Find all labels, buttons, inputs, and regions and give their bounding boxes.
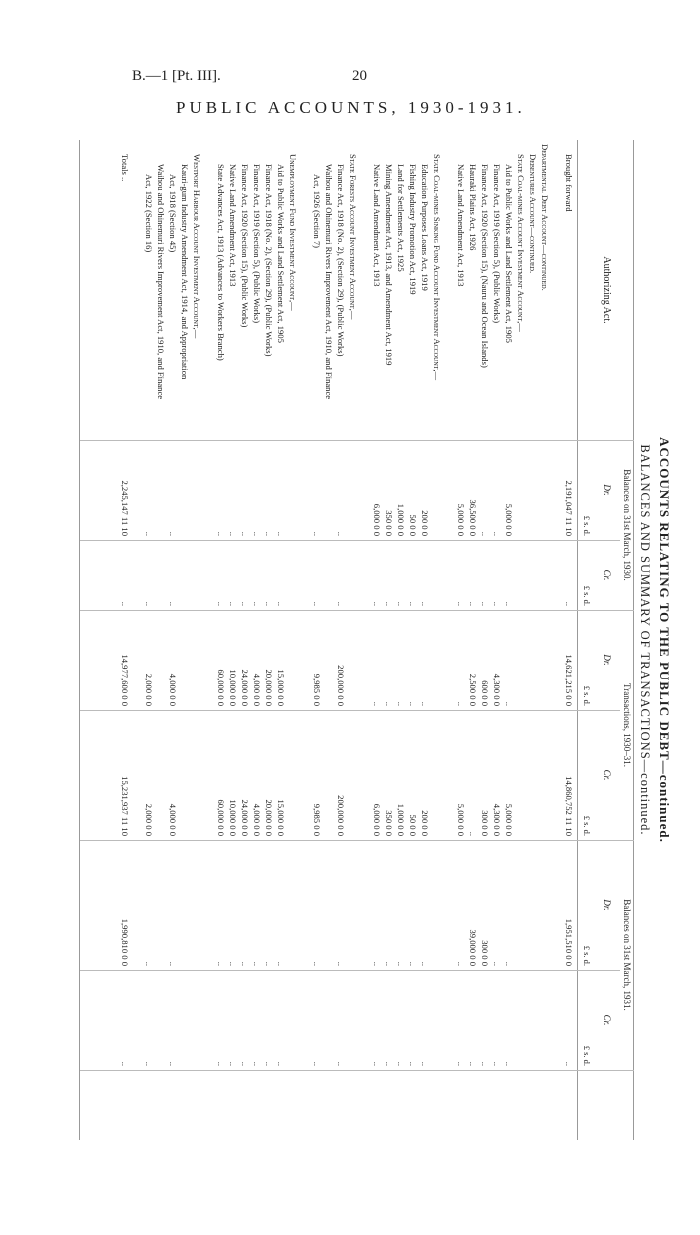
table-row bbox=[143, 140, 154, 1140]
table-row bbox=[239, 140, 250, 1140]
table-row bbox=[491, 140, 502, 1140]
cell-bdr: 1,000 0 0 bbox=[396, 503, 406, 536]
header-top-rule bbox=[633, 140, 634, 1140]
cell-edr: 1,951,510 0 0 bbox=[564, 918, 574, 966]
cell-edr: .. bbox=[456, 961, 466, 966]
cell-tcr: 5,000 0 0 bbox=[504, 803, 514, 836]
cell-bdr: .. bbox=[168, 531, 178, 536]
table-row bbox=[347, 140, 358, 1140]
cell-bcr: .. bbox=[456, 601, 466, 606]
cell-edr: .. bbox=[276, 961, 286, 966]
row-label: Aid to Public Works and Land Settlement Act, 1905 bbox=[276, 164, 286, 343]
cell-bcr: .. bbox=[420, 601, 430, 606]
cell-bdr: .. bbox=[480, 531, 490, 536]
rotated-table bbox=[78, 140, 678, 1140]
row-label: Totals .. bbox=[120, 154, 130, 182]
cell-edr: .. bbox=[504, 961, 514, 966]
authorizing-act-header: Authorizing Act. bbox=[601, 256, 612, 324]
cr-header: Cr. bbox=[602, 769, 612, 781]
row-label: Act, 1926 (Section 7) bbox=[312, 174, 322, 248]
cell-tdr: .. bbox=[456, 701, 466, 706]
cell-edr: .. bbox=[372, 961, 382, 966]
table-row bbox=[419, 140, 430, 1140]
cell-tcr: 14,860,752 11 10 bbox=[564, 776, 574, 836]
row-label: Mining Amendment Act, 1913, and Amendment Act, 1919 bbox=[384, 164, 394, 366]
cell-edr: .. bbox=[144, 961, 154, 966]
row-label: Act, 1922 (Section 16) bbox=[144, 174, 154, 253]
cell-ecr: .. bbox=[468, 1061, 478, 1066]
row-label: Native Land Amendment Act, 1913 bbox=[228, 164, 238, 287]
table-row bbox=[227, 140, 238, 1140]
table-row bbox=[251, 140, 262, 1140]
cell-tdr: 4,000 0 0 bbox=[168, 673, 178, 706]
cell-tdr: .. bbox=[372, 701, 382, 706]
table-row bbox=[407, 140, 418, 1140]
cell-bcr: .. bbox=[312, 601, 322, 606]
cell-edr: .. bbox=[396, 961, 406, 966]
unit-label: £ s. d. bbox=[582, 685, 592, 706]
table-row bbox=[191, 140, 202, 1140]
cell-bcr: .. bbox=[468, 601, 478, 606]
cell-ecr: .. bbox=[396, 1061, 406, 1066]
cell-tdr: 15,000 0 0 bbox=[276, 669, 286, 706]
cell-ecr: .. bbox=[336, 1061, 346, 1066]
spacer-row bbox=[131, 140, 142, 1140]
row-label: Finance Act, 1918 (No. 2), (Section 29), (Public Works) bbox=[336, 164, 346, 357]
unit-label: £ s. d. bbox=[582, 815, 592, 836]
balances-1930-header: Balances on 31st March, 1930. bbox=[622, 469, 632, 581]
row-label: State Forests Account Investment Account,— bbox=[348, 154, 358, 320]
cell-edr: .. bbox=[252, 961, 262, 966]
table-row bbox=[371, 140, 382, 1140]
cell-bdr: 2,191,047 11 10 bbox=[564, 480, 574, 536]
cell-tdr: .. bbox=[396, 701, 406, 706]
cell-bdr: .. bbox=[144, 531, 154, 536]
cell-edr: 39,000 0 0 bbox=[468, 929, 478, 966]
cell-tdr: 200,000 0 0 bbox=[336, 665, 346, 706]
row-label: Native Land Amendment Act, 1913 bbox=[372, 164, 382, 287]
cell-edr: .. bbox=[240, 961, 250, 966]
cell-edr: .. bbox=[384, 961, 394, 966]
table-row bbox=[527, 140, 538, 1140]
row-label: State Coal-mines Sinking Fund Account Investment Account,— bbox=[432, 154, 442, 381]
cell-tdr: .. bbox=[504, 701, 514, 706]
table-row bbox=[155, 140, 166, 1140]
cell-tcr: 4,000 0 0 bbox=[168, 803, 178, 836]
row-label: Education Purposes Loans Act, 1919 bbox=[420, 164, 430, 291]
cell-ecr: .. bbox=[504, 1061, 514, 1066]
cell-edr: .. bbox=[264, 961, 274, 966]
cell-bdr: .. bbox=[252, 531, 262, 536]
cell-ecr: .. bbox=[564, 1061, 574, 1066]
cell-bdr: .. bbox=[276, 531, 286, 536]
cell-tcr: 20,000 0 0 bbox=[264, 799, 274, 836]
row-label: Finance Act, 1919 (Section 5), (Public Works) bbox=[252, 164, 262, 324]
publication-title: PUBLIC ACCOUNTS, 1930-1931. bbox=[176, 98, 526, 117]
cell-edr: .. bbox=[228, 961, 238, 966]
cell-tcr: 9,985 0 0 bbox=[312, 803, 322, 836]
table-row bbox=[467, 140, 478, 1140]
cell-bcr: .. bbox=[372, 601, 382, 606]
cell-ecr: .. bbox=[480, 1061, 490, 1066]
cell-bdr: .. bbox=[492, 531, 502, 536]
row-label: State Coal-mines Account Investment Account,— bbox=[516, 154, 526, 332]
cell-bcr: .. bbox=[252, 601, 262, 606]
table-row bbox=[503, 140, 514, 1140]
cell-ecr: .. bbox=[240, 1061, 250, 1066]
cell-ecr: .. bbox=[492, 1061, 502, 1066]
cell-tcr: 2,000 0 0 bbox=[144, 803, 154, 836]
cell-tdr: 2,500 0 0 bbox=[468, 673, 478, 706]
row-label: Brought forward bbox=[564, 154, 574, 212]
table-subtitle: BALANCES AND SUMMARY OF TRANSACTIONS—continued. bbox=[638, 444, 652, 836]
table-row bbox=[215, 140, 226, 1140]
dr-header: Dr. bbox=[602, 654, 612, 666]
cell-tcr: 6,000 0 0 bbox=[372, 803, 382, 836]
row-label: Aid to Public Works and Land Settlement Act, 1905 bbox=[504, 164, 514, 343]
cell-ecr: .. bbox=[216, 1061, 226, 1066]
cell-tdr: 10,000 0 0 bbox=[228, 669, 238, 706]
row-label: Finance Act, 1920 (Section 15), (Nauru and Ocean Islands) bbox=[480, 164, 490, 368]
table-title: ACCOUNTS RELATING TO THE PUBLIC DEBT—continued. bbox=[657, 437, 672, 843]
cell-ecr: .. bbox=[312, 1061, 322, 1066]
table-row bbox=[179, 140, 190, 1140]
cell-bdr: .. bbox=[216, 531, 226, 536]
cell-edr: .. bbox=[336, 961, 346, 966]
cell-bcr: .. bbox=[240, 601, 250, 606]
row-label: Hauraki Plains Act, 1926 bbox=[468, 164, 478, 251]
unit-label: £ s. d. bbox=[582, 945, 592, 966]
cell-tcr: 24,000 0 0 bbox=[240, 799, 250, 836]
cell-tdr: 14,621,215 0 0 bbox=[564, 654, 574, 706]
cell-bdr: 5,000 0 0 bbox=[504, 503, 514, 536]
cell-bcr: .. bbox=[336, 601, 346, 606]
cell-bcr: .. bbox=[228, 601, 238, 606]
row-label: Finance Act, 1919 (Section 5), (Public Works) bbox=[492, 164, 502, 324]
cell-bcr: .. bbox=[396, 601, 406, 606]
dr-header: Dr. bbox=[602, 484, 612, 496]
cell-tdr: 20,000 0 0 bbox=[264, 669, 274, 706]
cell-tcr: 300 0 0 bbox=[480, 810, 490, 836]
cell-bdr: .. bbox=[312, 531, 322, 536]
cell-bcr: .. bbox=[120, 601, 130, 606]
cell-bdr: 350 0 0 bbox=[384, 510, 394, 536]
cell-tcr: 10,000 0 0 bbox=[228, 799, 238, 836]
cell-tcr: 15,000 0 0 bbox=[276, 799, 286, 836]
spacer-row bbox=[299, 140, 310, 1140]
spacer-row bbox=[443, 140, 454, 1140]
unit-label: £ s. d. bbox=[582, 515, 592, 536]
table-row bbox=[335, 140, 346, 1140]
row-label: Westport Harbour Account Investment Account,— bbox=[192, 154, 202, 339]
cell-tdr: .. bbox=[408, 701, 418, 706]
cell-edr: .. bbox=[420, 961, 430, 966]
cell-edr: 300 0 0 bbox=[480, 940, 490, 966]
cell-edr: .. bbox=[216, 961, 226, 966]
cell-bcr: .. bbox=[408, 601, 418, 606]
cell-tcr: 4,300 0 0 bbox=[492, 803, 502, 836]
row-label: Debentures Account—continued. bbox=[528, 154, 538, 274]
cell-ecr: .. bbox=[456, 1061, 466, 1066]
spacer-row bbox=[359, 140, 370, 1140]
cell-bcr: .. bbox=[276, 601, 286, 606]
cell-tdr: 2,000 0 0 bbox=[144, 673, 154, 706]
table-row bbox=[119, 140, 130, 1140]
row-label: Finance Act, 1918 (No. 2), (Section 29), (Public Works) bbox=[264, 164, 274, 357]
row-label: Fishing Industry Promotion Act, 1919 bbox=[408, 164, 418, 295]
table-row bbox=[323, 140, 334, 1140]
cell-bdr: .. bbox=[264, 531, 274, 536]
row-label: Departmental Debt Account—continued. bbox=[540, 144, 550, 291]
cell-tcr: 350 0 0 bbox=[384, 810, 394, 836]
cell-bdr: .. bbox=[336, 531, 346, 536]
cell-ecr: .. bbox=[408, 1061, 418, 1066]
cell-ecr: .. bbox=[420, 1061, 430, 1066]
cell-bcr: .. bbox=[480, 601, 490, 606]
cell-ecr: .. bbox=[384, 1061, 394, 1066]
cell-ecr: .. bbox=[252, 1061, 262, 1066]
cell-edr: 1,990,810 0 0 bbox=[120, 918, 130, 966]
table-row bbox=[539, 140, 550, 1140]
cell-ecr: .. bbox=[372, 1061, 382, 1066]
cell-tcr: 200 0 0 bbox=[420, 810, 430, 836]
row-label: State Advances Act, 1913 (Advances to Workers Branch) bbox=[216, 164, 226, 361]
table-row bbox=[563, 140, 574, 1140]
table-row bbox=[479, 140, 490, 1140]
table-bottom-rule bbox=[79, 140, 80, 1140]
row-label: Waihou and Ohinemuri Rivers Improvement Act, 1910, and Finance bbox=[324, 164, 334, 400]
row-label: Finance Act, 1920 (Section 15), (Public Works) bbox=[240, 164, 250, 328]
cell-bdr: 5,000 0 0 bbox=[456, 503, 466, 536]
cell-tcr: 1,000 0 0 bbox=[396, 803, 406, 836]
cell-tdr: .. bbox=[384, 701, 394, 706]
cell-bcr: .. bbox=[168, 601, 178, 606]
cell-bdr: .. bbox=[228, 531, 238, 536]
row-label: Waihou and Ohinemuri Rivers Improvement Act, 1910, and Finance bbox=[156, 164, 166, 400]
page-number: 20 bbox=[352, 68, 367, 84]
table-row bbox=[395, 140, 406, 1140]
cell-ecr: .. bbox=[276, 1061, 286, 1066]
cell-tdr: 60,000 0 0 bbox=[216, 669, 226, 706]
table-row bbox=[383, 140, 394, 1140]
table-row bbox=[263, 140, 274, 1140]
cell-edr: .. bbox=[312, 961, 322, 966]
balances-1931-header: Balances on 31st March, 1931. bbox=[622, 899, 632, 1011]
document-reference: B.—1 [Pt. III]. bbox=[132, 68, 221, 84]
cell-bdr: 6,000 0 0 bbox=[372, 503, 382, 536]
cell-bdr: 2,245,147 11 10 bbox=[120, 480, 130, 536]
table-row bbox=[275, 140, 286, 1140]
table-row bbox=[515, 140, 526, 1140]
cell-bcr: .. bbox=[144, 601, 154, 606]
cell-tdr: 4,000 0 0 bbox=[252, 673, 262, 706]
cell-tcr: 200,000 0 0 bbox=[336, 795, 346, 836]
row-label: Unemployment Fund Investment Account,— bbox=[288, 154, 298, 311]
cell-tdr: 24,000 0 0 bbox=[240, 669, 250, 706]
cell-bdr: .. bbox=[240, 531, 250, 536]
row-label: Kauri-gum Industry Amendment Act, 1914, and Appropriation bbox=[180, 164, 190, 380]
row-label: Land for Settlements Act, 1925 bbox=[396, 164, 406, 272]
cr-header: Cr. bbox=[602, 569, 612, 581]
table-row bbox=[287, 140, 298, 1140]
cell-tcr: 15,231,937 11 10 bbox=[120, 776, 130, 836]
row-label: Act, 1918 (Section 45) bbox=[168, 174, 178, 253]
cell-tcr: 50 0 0 bbox=[408, 814, 418, 836]
dr-header: Dr. bbox=[602, 899, 612, 911]
cell-bcr: .. bbox=[492, 601, 502, 606]
cell-tdr: .. bbox=[420, 701, 430, 706]
table-row bbox=[311, 140, 322, 1140]
cell-edr: .. bbox=[408, 961, 418, 966]
unit-label: £ s. d. bbox=[582, 1045, 592, 1066]
cell-ecr: .. bbox=[228, 1061, 238, 1066]
cell-bcr: .. bbox=[264, 601, 274, 606]
cell-ecr: .. bbox=[264, 1061, 274, 1066]
cell-tcr: 4,000 0 0 bbox=[252, 803, 262, 836]
cell-tdr: 14,977,600 0 0 bbox=[120, 654, 130, 706]
unit-label: £ s. d. bbox=[582, 585, 592, 606]
cell-tdr: 9,985 0 0 bbox=[312, 673, 322, 706]
header-bottom-rule bbox=[577, 140, 578, 1140]
cell-ecr: .. bbox=[144, 1061, 154, 1066]
cr-header: Cr. bbox=[602, 1014, 612, 1026]
cell-bdr: 36,500 0 0 bbox=[468, 499, 478, 536]
cell-tdr: 600 0 0 bbox=[480, 680, 490, 706]
cell-edr: .. bbox=[492, 961, 502, 966]
cell-tcr: .. bbox=[468, 831, 478, 836]
table-row bbox=[455, 140, 466, 1140]
row-label: Native Land Amendment Act, 1913 bbox=[456, 164, 466, 287]
cell-ecr: .. bbox=[120, 1061, 130, 1066]
cell-bcr: .. bbox=[216, 601, 226, 606]
transactions-header: Transactions, 1930–31. bbox=[622, 683, 632, 767]
cell-bcr: .. bbox=[384, 601, 394, 606]
table-row bbox=[431, 140, 442, 1140]
cell-edr: .. bbox=[168, 961, 178, 966]
cell-bdr: 50 0 0 bbox=[408, 514, 418, 536]
cell-tdr: 4,300 0 0 bbox=[492, 673, 502, 706]
cell-bcr: .. bbox=[564, 601, 574, 606]
cell-ecr: .. bbox=[168, 1061, 178, 1066]
cell-bdr: 200 0 0 bbox=[420, 510, 430, 536]
cell-bcr: .. bbox=[504, 601, 514, 606]
spacer-row bbox=[551, 140, 562, 1140]
cell-tcr: 5,000 0 0 bbox=[456, 803, 466, 836]
spacer-row bbox=[203, 140, 214, 1140]
cell-tcr: 60,000 0 0 bbox=[216, 799, 226, 836]
table-row bbox=[167, 140, 178, 1140]
